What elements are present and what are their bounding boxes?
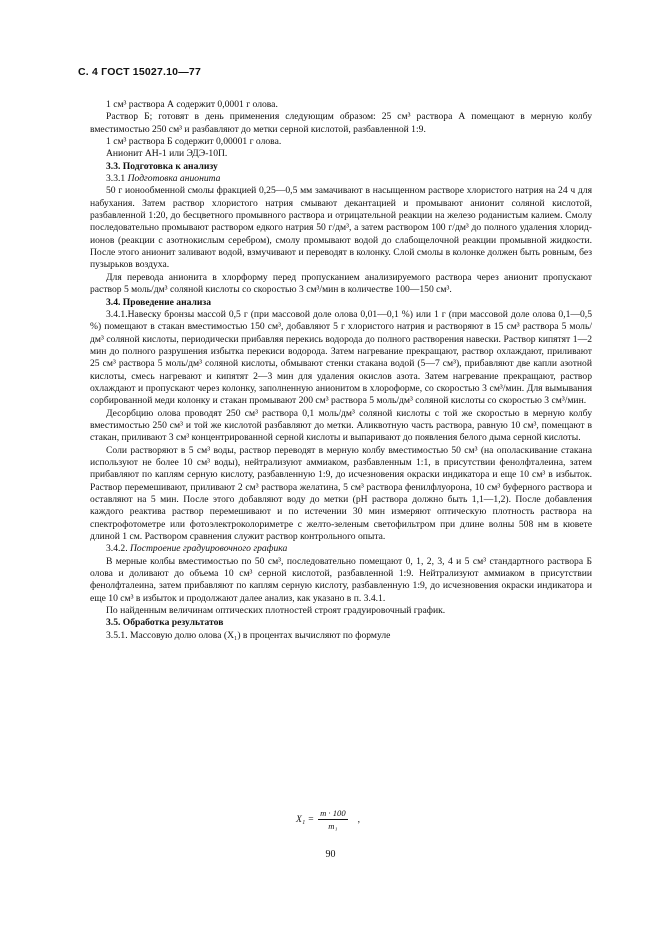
formula-numerator: m · 100	[320, 808, 346, 818]
paragraph: 50 г ионообменной смолы фракцией 0,25—0,5 мм замачивают в насыщенном растворе хлористого натрия на 24 ч для набухания. Затем раствор хлористого натрия смывают декантацией и промывают анионит соляной кислотой, разбавленной 1:20, до бесцветного промывного раствора и отрицательной реакции на железо роданистым калием. Смолу последовательно промывают раствором едкого натрия 50 г/дм³, а затем раствором 100 г/дм³ до полного удаления хлорид-ионов (реакции с азотнокислым серебром), смолу промывают водой до слабощелочной реакции промывной жидкости. После этого анионит заливают водой, взмучивают и переводят в колонку. Слой смолы в колонке должен быть ровным, без пузырьков воздуха.	[90, 185, 592, 271]
paragraph: Десорбцию олова проводят 250 см³ раствора 0,1 моль/дм³ соляной кислоты с той же скоростью в мерную колбу вместимостью 250 см³ и той же кислотой разбавляют до метки. Аликвотную часть раствора, равную 10 см³, помещают в стакан, приливают 3 см³ концентрированной серной кислоты и выпаривают до появления белого дыма серной кислоты.	[90, 407, 592, 444]
paragraph: 1 см³ раствора Б содержит 0,00001 г олова.	[106, 136, 282, 148]
paragraph: Раствор Б; готовят в день применения следующим образом: 25 см³ раствора А помещают в мерную колбу вместимостью 250 см³ и разбавляют до метки серной кислотой, разбавленной 1:9.	[90, 111, 592, 135]
paragraph: Для перевода анионита в хлорформу перед пропусканием анализируемого раствора через анионит пропускают раствор 5 моль/дм³ соляной кислоты со скоростью 3 см³/мин в количестве 100—150 см³.	[90, 271, 592, 296]
subsection-heading	[90, 543, 592, 555]
formula-fraction	[318, 808, 348, 831]
subsection-number: 3.4.2.	[106, 543, 130, 555]
page-header: С. 4 ГОСТ 15027.10—77	[78, 66, 201, 78]
paragraph: 1 см³ раствора А содержит 0,0001 г олова.	[106, 99, 278, 110]
subsection-title: Построение градуировочного графика	[129, 543, 288, 555]
formula-denominator: m₁	[328, 821, 338, 831]
document-body	[90, 99, 592, 642]
formula	[296, 808, 360, 831]
subsection-heading	[90, 173, 592, 185]
subsection-number: 3.3.1	[106, 173, 128, 185]
paragraph: 3.5.1. Массовую долю олова (X₁) в процентах вычисляют по формуле	[106, 629, 391, 641]
formula-trail: ,	[357, 814, 361, 825]
section-heading: 3.4. Проведение анализа	[106, 296, 212, 308]
section-heading: 3.3. Подготовка к анализу	[106, 160, 218, 172]
section-heading: 3.5. Обработка результатов	[106, 617, 224, 629]
paragraph: По найденным величинам оптических плотностей строят градуировочный график.	[106, 605, 446, 617]
page-number: 90	[325, 849, 336, 860]
paragraph: Анионит АН-1 или ЭДЭ-10П.	[106, 148, 228, 160]
paragraph: Соли растворяют в 5 см³ воды, раствор переводят в мерную колбу вместимостью 50 см³ (на ополаскивание стакана используют не более 10 см³ воды), нейтрализуют аммиаком, разбавленным 1:1, в присутствии фенолфталеина, затем прибавляют по каплям серную кислоту, разбавленную 1:9, до исчезновения окраски индикатора и еще 10 см³ в избыток. Раствор перемешивают, приливают 2 см³ раствора желатина, 5 см³ раствора фенилфлуорона, 10 см³ буферного раствора и оставляют на 5 мин. После этого добавляют воду до метки (рН раствора должно быть 1,1—1,2). После добавления каждого реактива раствор перемешивают и по истечении 30 мин измеряют оптическую плотность раствора на спектрофотометре или фотоэлектроколориметре с желто-зеленым светофильтром при длине волны 508 нм в кювете длиной 1 см. Раствором сравнения служит раствор контрольного опыта.	[90, 444, 592, 543]
subsection-title: Подготовка анионита	[127, 173, 221, 185]
paragraph: 3.4.1.Навеску бронзы массой 0,5 г (при массовой доле олова 0,01—0,1 %) или 1 г (при массовой доле олова 0,1—0,5 %) помещают в стакан вместимостью 150 см³, добавляют 5 г хлористого натрия и растворяют в 15 см³ раствора 5 моль/дм³ соляной кислоты, периодически прибавляя перекись водорода до полного растворения навески. Раствор кипятят 1—2 мин до полного разрушения избытка перекиси водорода. Затем нагревание прекращают, раствор охлаждают, приливают 25 см³ раствора 5 моль/дм³ соляной кислоты, обмывают стенки стакана водой (5—7 см³), прибавляют две капли азотной кислоты, смесь нагревают и кипятят 2—3 мин для удаления окислов азота. Затем нагревание прекращают, раствор охлаждают и пропускают через колонку, заполненную анионитом в хлороформе, со скоростью 3 см³/мин. Для вымывания сорбированной меди колонку и стакан промывают 200 см³ раствора 5 моль/дм³ соляной кислоты со скоростью 3 см³/мин.	[90, 308, 592, 407]
formula-lhs: X₁ =	[296, 814, 315, 825]
paragraph: В мерные колбы вместимостью по 50 см³, последовательно помещают 0, 1, 2, 3, 4 и 5 см³ стандартного раствора Б олова и доливают до объема 10 см³ серной кислотой, разбавленной 1:9. Нейтрализуют аммиаком в присутствии фенолфталеина, затем прибавляют по каплям серную кислоту, разбавленную 1:9, до исчезновения окраски индикатора и еще 10 см³ в избыток и продолжают далее анализ, как указано в п. 3.4.1.	[90, 555, 592, 604]
